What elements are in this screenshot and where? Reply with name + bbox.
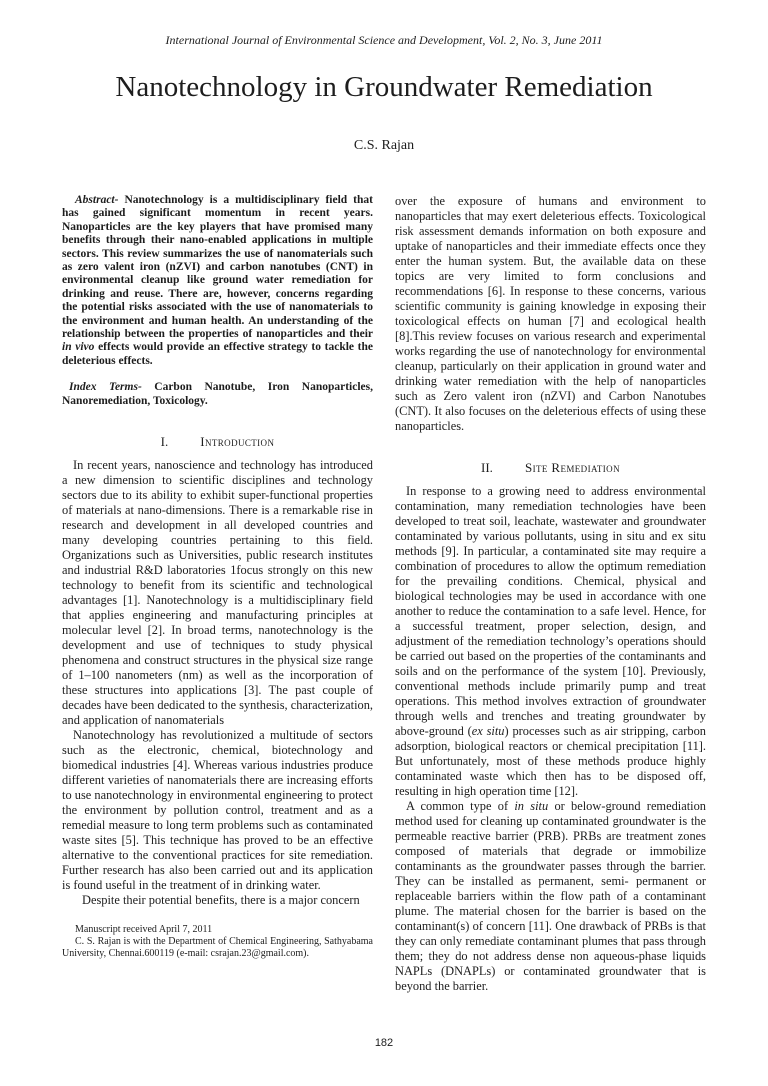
section-number: II. (481, 460, 493, 475)
page-number: 182 (374, 1037, 394, 1049)
right-column (395, 194, 706, 994)
section-heading-introduction (62, 434, 373, 449)
section-number: I. (160, 434, 169, 450)
body-paragraph: In response to a growing need to address environmental contamination, many remediation technologies have been developed to treat soil, leachate, wastewater and groundwater contaminated by various pollutants, using in situ and ex situ methods [9]. In particular, a contaminated site may require a combination of procedures to allow the optimum remediation for the prevailing conditions. Chemical, physical and biological technologies may be used in accordance with one another to reduce the contamination to a safe level. Hence, for a successful treatment, proper selection, design, and adjustment of the remediation technology’s operations should be carried out based on the properties of the contaminants and soils and on the performance of the system [10]. Previously, conventional methods include primarily pump and treat operations. This method involves extraction of groundwater through wells and trenches and treating groundwater by above-ground (ex situ) processes such as air stripping, carbon adsorption, biological reactors or chemical precipitation [11]. But unfortunately, most of these methods produce highly contaminated waste which then has to be disposed off, resulting in high operation time [12]. (395, 484, 706, 798)
left-column (62, 194, 373, 994)
author-name: C.S. Rajan (353, 138, 415, 153)
section-title: Introduction (200, 434, 275, 450)
footnote (62, 924, 373, 959)
footnote-received: Manuscript received April 7, 2011 (75, 924, 213, 936)
body-paragraph: A common type of in situ or below-ground remediation method used for cleaning up contaminated groundwater is the permeable reactive barrier (PRB). PRBs are treatment zones composed of materials that degrade or immobilize contaminants as the groundwater passes through the barrier. They can be installed as permanent, semi- permanent or replaceable barriers within the flow path of a contaminant plume. The material chosen for the barrier is based on the contaminant(s) of concern [11]. One drawback of PRBs is that they can only remediate contaminant plumes that pass through them; they do not address dense non aqueous-phase liquids NAPLs (DNAPLs) or contaminated groundwater that is beyond the barrier. (395, 799, 706, 993)
index-terms-paragraph: Index Terms- Carbon Nanotube, Iron Nanoparticles, Nanoremediation, Toxicology. (62, 381, 373, 407)
section-heading-site-remediation (395, 460, 706, 475)
two-column-body (0, 194, 768, 994)
section-title: Site Remediation (524, 460, 620, 475)
paper-title: Nanotechnology in Groundwater Remediation (115, 71, 653, 103)
body-paragraph: Nanotechnology has revolutionized a multitude of sectors such as the electronic, chemical, biotechnology and biomedical industries [4]. Whereas various industries produce different varieties of nanomaterials there are increasing efforts to use nanotechnology in environmental engineering to protect the environment by pollution control, treatment and as a remedial measure to long term problems such as contaminated waste sites [5]. This technique has proved to be an effective alternative to the conventional practices for site remediation. Further research has also been carried out and its application is found useful in the treatment of in drinking water. (62, 728, 373, 893)
abstract-paragraph: Abstract- Nanotechnology is a multidisciplinary field that has gained significant momentum in recent years. Nanoparticles are the key players that have promised many benefits through their nano-enabled applications in multiple sectors. This review summarizes the use of nanomaterials such as zero valent iron (nZVI) and carbon nanotubes (CNT) in environmental cleanup like ground water remediation for drinking and reuse. There are, however, concerns regarding the potential risks associated with the use of nanomaterials to the environment and human health. An understanding of the relationship between the properties of nanoparticles and their in vivo effects would provide an effective strategy to tackle the deleterious effects. (62, 194, 373, 367)
body-paragraph: In recent years, nanoscience and technology has introduced a new dimension to scientific disciplines and technology sectors due to its ability to exhibit super-functional properties of materials at nano-dimensions. There is a remarkable rise in research and development in all developed countries and many developing countries pertaining to this field. Organizations such as Universities, public research institutes and industrial R&D laboratories 1focus strongly on this new technology to benefit from its scientific and technological advantages [1]. Nanotechnology is a multidisciplinary field that applies engineering and manufacturing principles at molecular level [2]. In broad terms, nanotechnology is the development and use of techniques to study physical phenomena and construct structures in the physical size range of 1–100 nanometers (nm) as well as the incorporation of these structures into applications [3]. The past couple of decades have been dedicated to the synthesis, characterization, and application of nanomaterials (62, 458, 373, 728)
body-paragraph: over the exposure of humans and environment to nanoparticles that may exert deleterious effects. Toxicological risk assessment demands information on both exposure and uptake of nanoparticles and their immediate effects once they enter the human system. But, the available data on these topics are very limited to form conclusions and recommendations [6]. In response to these concerns, various scientific community is gaining knowledge in exposing their toxicological effects on human [7] and ecological health [8].This review focuses on various research and experimental works regarding the use of nanotechnology for environmental cleanup, particularly on their application in ground water and drinking water remediation with the help of nanoparticles such as Zero valent iron (nZVI) and Carbon Nanotubes (CNT). It also focuses on the deleterious effects of using these nanoparticles. (395, 194, 706, 433)
footnote-affiliation: C. S. Rajan is with the Department of Chemical Engineering, Sathyabama University, Chennai.600119 (e-mail: csrajan.23@gmail.com). (62, 935, 373, 959)
body-paragraph: Despite their potential benefits, there is a major concern (82, 893, 360, 908)
journal-header: International Journal of Environmental Science and Development, Vol. 2, No. 3, June 2011 (165, 33, 603, 47)
